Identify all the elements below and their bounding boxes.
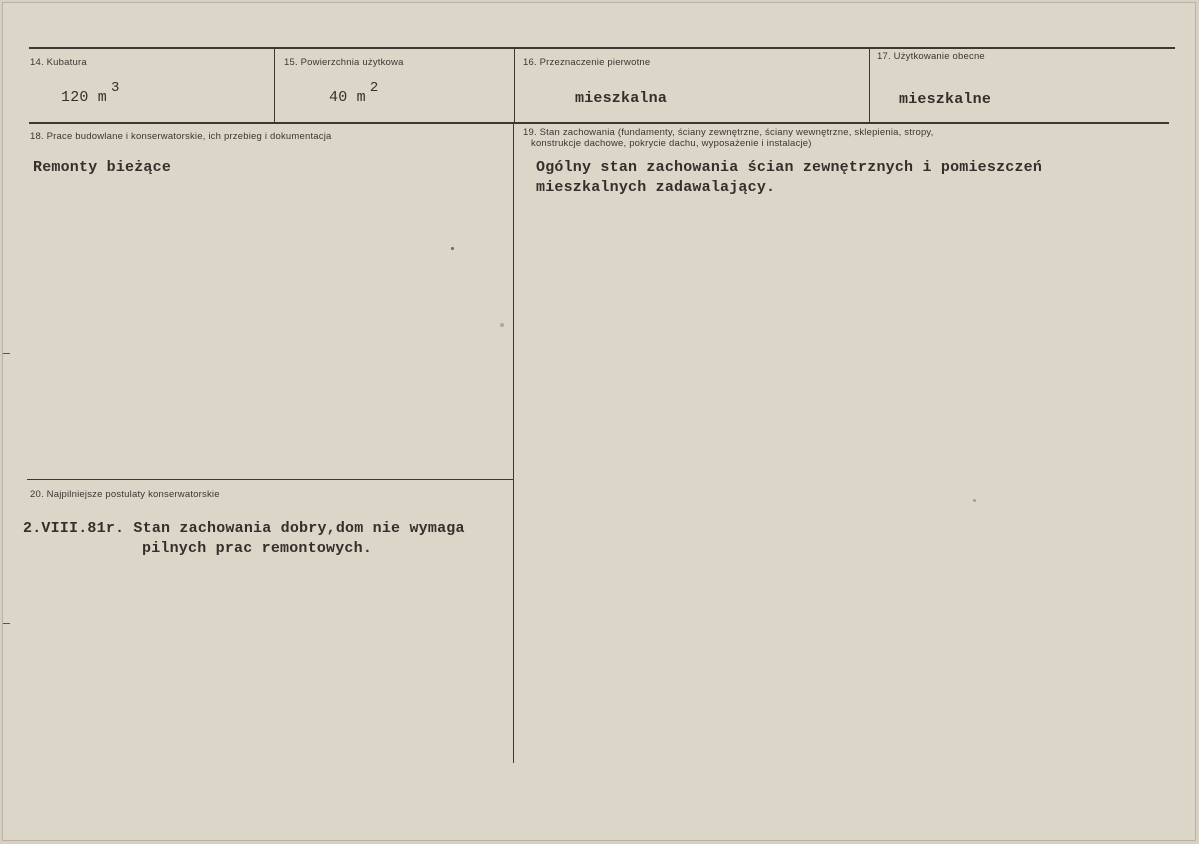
divider-15-16 (514, 49, 515, 123)
field-15-label: 15. Powierzchnia użytkowa (284, 57, 404, 68)
record-card (2, 2, 1196, 841)
field-14-value: 120 m3 (61, 80, 120, 106)
field-19-label-line-2: konstrukcje dachowe, pokrycie dachu, wyposażenie i instalacje) (531, 138, 812, 149)
field-15-unit-superscript: 2 (369, 80, 379, 96)
field-16-value: mieszkalna (575, 90, 668, 107)
paper-speck (973, 499, 976, 502)
field-19-value-line-1: Ogólny stan zachowania ścian zewnętrznych i pomieszczeń (536, 159, 1043, 176)
paper-speck (500, 323, 504, 327)
field-19-label-line-1: 19. Stan zachowania (fundamenty, ściany zewnętrzne, ściany wewnętrzne, sklepienia, stropy, (523, 127, 934, 138)
field-19-value-line-2: mieszkalnych zadawalający. (536, 179, 776, 196)
paper-speck (451, 247, 454, 250)
field-20-label: 20. Najpilniejsze postulaty konserwatorskie (30, 489, 220, 500)
divider-16-17 (869, 49, 870, 123)
field-14-unit-superscript: 3 (111, 80, 120, 96)
field-17-label: 17. Użytkowanie obecne (877, 51, 985, 62)
field-18-value: Remonty bieżące (33, 159, 172, 176)
field-17-value: mieszkalne (899, 91, 992, 108)
divider-14-15 (274, 49, 275, 123)
field-20-value-line-2: pilnych prac remontowych. (142, 540, 373, 557)
field-15-value: 40 m2 (329, 80, 379, 106)
section18-bottom-rule (27, 479, 513, 480)
field-16-label: 16. Przeznaczenie pierwotne (523, 57, 651, 68)
main-vertical-divider (513, 123, 514, 763)
row1-bottom-rule (29, 122, 1169, 124)
field-18-label: 18. Prace budowlane i konserwatorskie, ich przebieg i dokumentacja (30, 131, 332, 142)
edge-tick (3, 353, 10, 354)
edge-tick (3, 623, 10, 624)
field-14-label: 14. Kubatura (30, 57, 87, 68)
top-rule (29, 47, 1175, 49)
field-20-value-line-1: 2.VIII.81r. Stan zachowania dobry,dom nie wymaga (23, 520, 465, 537)
